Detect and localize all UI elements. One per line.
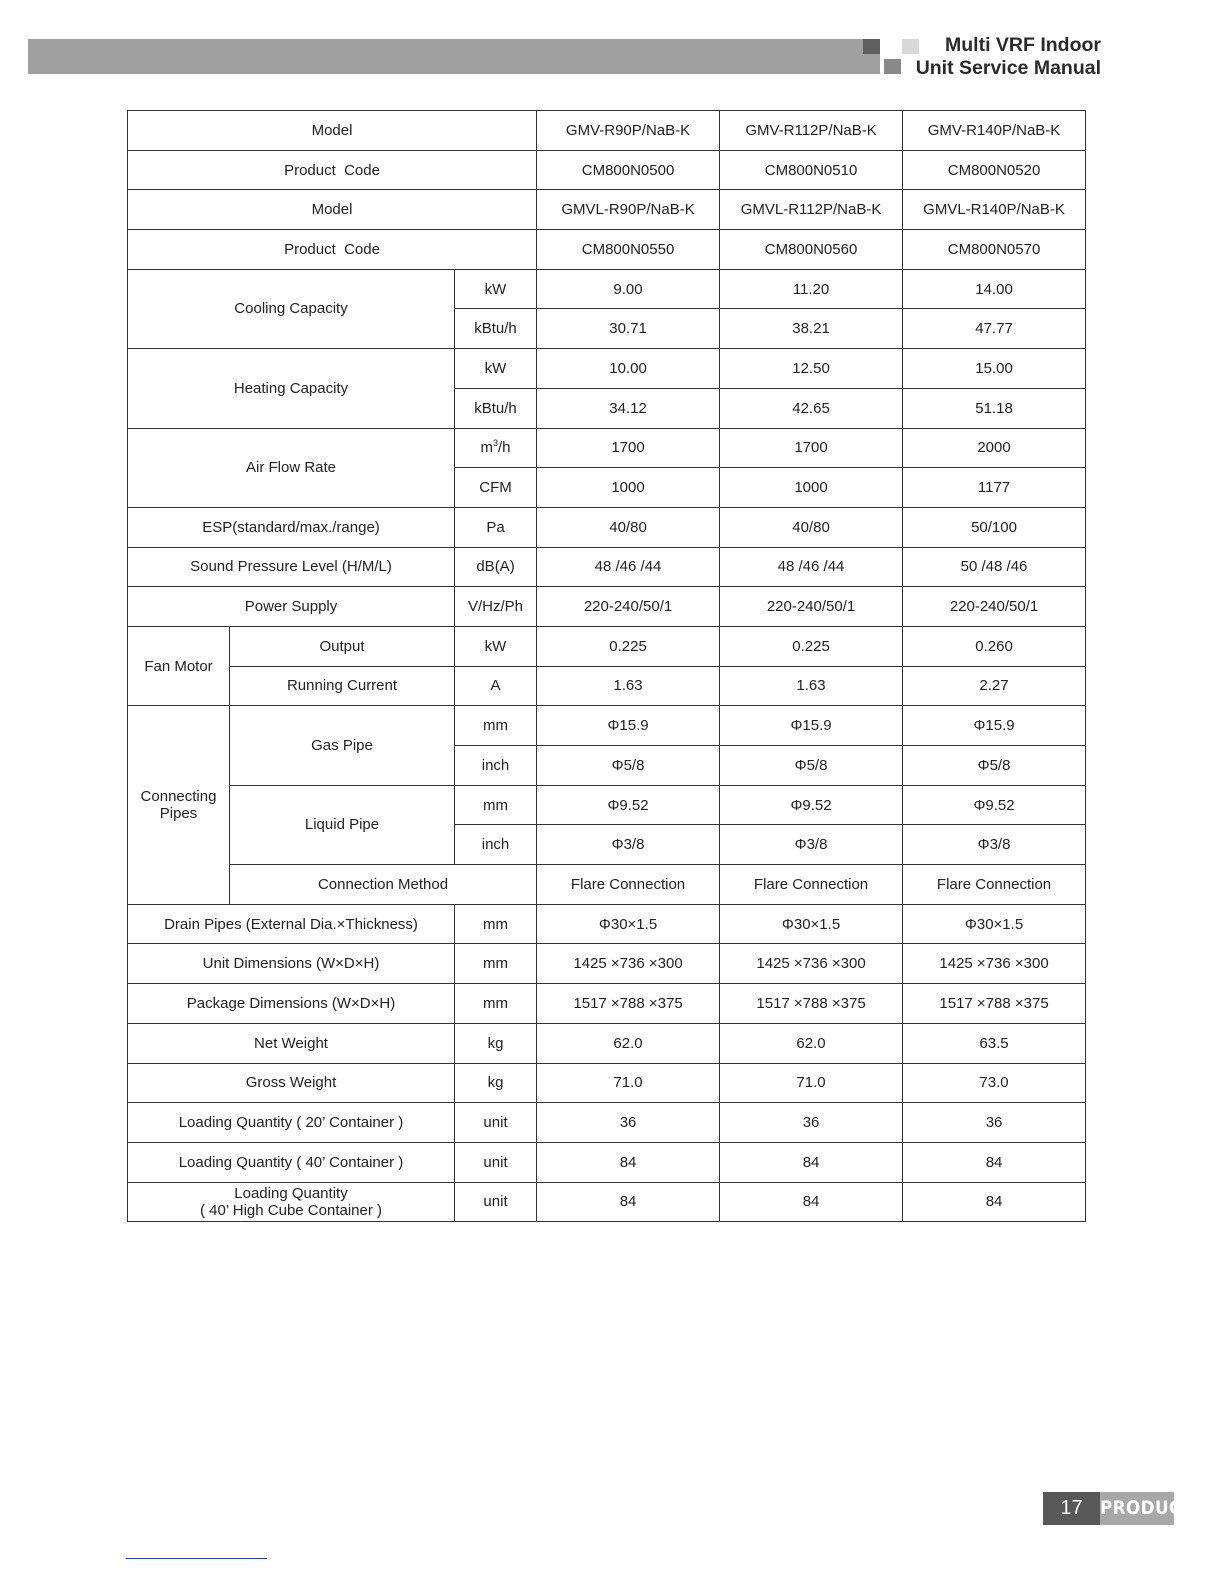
group-label xyxy=(128,706,230,904)
cell-value: 1.63 xyxy=(537,666,720,706)
cell-unit: unit xyxy=(455,1182,537,1222)
cell-value: 36 xyxy=(903,1103,1086,1143)
row-label: Model xyxy=(128,111,537,151)
table-row xyxy=(128,150,1086,190)
cell-value: Φ30×1.5 xyxy=(537,904,720,944)
cell-value: CM800N0550 xyxy=(537,230,720,270)
table-row xyxy=(128,865,1086,905)
cell-value: Φ30×1.5 xyxy=(720,904,903,944)
row-label: Sound Pressure Level (H/M/L) xyxy=(128,547,455,587)
row-label xyxy=(128,1182,455,1222)
cell-value: Φ3/8 xyxy=(537,825,720,865)
cell-unit: mm xyxy=(455,785,537,825)
unit-base: m xyxy=(480,439,493,457)
cell-value: CM800N0500 xyxy=(537,150,720,190)
section-label: PRODUCT xyxy=(1100,1492,1174,1525)
cell-unit: mm xyxy=(455,706,537,746)
group-label-line2: Pipes xyxy=(159,805,198,823)
cell-value: 1700 xyxy=(720,428,903,468)
cell-unit: mm xyxy=(455,984,537,1024)
cell-value: 0.225 xyxy=(537,626,720,666)
cell-value: 71.0 xyxy=(537,1063,720,1103)
cell-value: 62.0 xyxy=(537,1023,720,1063)
cell-value: 1000 xyxy=(720,468,903,508)
cell-value: Φ9.52 xyxy=(537,785,720,825)
group-label: Fan Motor xyxy=(128,626,230,705)
cell-value: 220-240/50/1 xyxy=(903,587,1086,627)
table-row xyxy=(128,1023,1086,1063)
cell-unit: kW xyxy=(455,626,537,666)
cell-value: 2.27 xyxy=(903,666,1086,706)
cell-value: GMVL-R90P/NaB-K xyxy=(537,190,720,230)
row-label: Product Code xyxy=(128,230,537,270)
cell-value: 42.65 xyxy=(720,388,903,428)
cell-value: 1517 ×788 ×375 xyxy=(720,984,903,1024)
cell-value: Φ9.52 xyxy=(903,785,1086,825)
table-row xyxy=(128,1103,1086,1143)
cell-value: 14.00 xyxy=(903,269,1086,309)
footer-divider xyxy=(126,1558,267,1559)
cell-value: 47.77 xyxy=(903,309,1086,349)
cell-value: 1425 ×736 ×300 xyxy=(720,944,903,984)
cell-value: Flare Connection xyxy=(903,865,1086,905)
cell-value: 12.50 xyxy=(720,349,903,389)
cell-value: 1700 xyxy=(537,428,720,468)
cell-unit: kW xyxy=(455,349,537,389)
cell-unit: mm xyxy=(455,904,537,944)
cell-value: GMV-R112P/NaB-K xyxy=(720,111,903,151)
table-row xyxy=(128,349,1086,389)
cell-value: 62.0 xyxy=(720,1023,903,1063)
cell-value: 84 xyxy=(903,1142,1086,1182)
cell-value: 220-240/50/1 xyxy=(537,587,720,627)
row-label: Connection Method xyxy=(230,865,537,905)
cell-value: 1425 ×736 ×300 xyxy=(903,944,1086,984)
row-label: Package Dimensions (W×D×H) xyxy=(128,984,455,1024)
row-label: ESP(standard/max./range) xyxy=(128,507,455,547)
cell-unit xyxy=(455,428,537,468)
cell-value: 1.63 xyxy=(720,666,903,706)
cell-unit: unit xyxy=(455,1142,537,1182)
cell-value: 40/80 xyxy=(537,507,720,547)
cell-value: 48 /46 /44 xyxy=(537,547,720,587)
cell-value: Φ9.52 xyxy=(720,785,903,825)
cell-value: 51.18 xyxy=(903,388,1086,428)
manual-title-line1: Multi VRF Indoor xyxy=(945,34,1101,56)
row-label-line2: ( 40’ High Cube Container ) xyxy=(199,1201,383,1219)
unit-tail: /h xyxy=(498,439,511,457)
cell-value: Φ15.9 xyxy=(720,706,903,746)
table-row xyxy=(128,587,1086,627)
cell-value: Φ5/8 xyxy=(903,746,1086,786)
header-square-dark xyxy=(863,39,880,54)
cell-value: GMVL-R140P/NaB-K xyxy=(903,190,1086,230)
cell-value: Φ3/8 xyxy=(720,825,903,865)
cell-value: 84 xyxy=(537,1182,720,1222)
cell-value: CM800N0560 xyxy=(720,230,903,270)
row-label-line1: Loading Quantity xyxy=(234,1184,348,1202)
cell-value: 220-240/50/1 xyxy=(720,587,903,627)
cell-value: 0.260 xyxy=(903,626,1086,666)
row-label: Product Code xyxy=(128,150,537,190)
cell-unit: inch xyxy=(455,746,537,786)
manual-title-line2: Unit Service Manual xyxy=(915,57,1101,79)
table-row xyxy=(128,111,1086,151)
cell-unit: kBtu/h xyxy=(455,388,537,428)
cell-value: Φ15.9 xyxy=(903,706,1086,746)
unit-superscript: 3 xyxy=(493,438,499,449)
cell-unit: kW xyxy=(455,269,537,309)
cell-value: 1517 ×788 ×375 xyxy=(903,984,1086,1024)
row-label: Loading Quantity ( 40’ Container ) xyxy=(128,1142,455,1182)
cell-value: 84 xyxy=(537,1142,720,1182)
table-row xyxy=(128,904,1086,944)
cell-value: 48 /46 /44 xyxy=(720,547,903,587)
cell-value: Φ3/8 xyxy=(903,825,1086,865)
cell-value: 73.0 xyxy=(903,1063,1086,1103)
table-row xyxy=(128,666,1086,706)
row-label: Output xyxy=(230,626,455,666)
cell-value: Φ5/8 xyxy=(537,746,720,786)
cell-unit: kg xyxy=(455,1023,537,1063)
row-label: Unit Dimensions (W×D×H) xyxy=(128,944,455,984)
table-row xyxy=(128,190,1086,230)
cell-unit: unit xyxy=(455,1103,537,1143)
cell-unit: A xyxy=(455,666,537,706)
cell-value: 36 xyxy=(720,1103,903,1143)
table-row xyxy=(128,269,1086,309)
cell-value: 30.71 xyxy=(537,309,720,349)
cell-value: CM800N0510 xyxy=(720,150,903,190)
row-label: Drain Pipes (External Dia.×Thickness) xyxy=(128,904,455,944)
cell-value: CM800N0570 xyxy=(903,230,1086,270)
cell-value: 15.00 xyxy=(903,349,1086,389)
cell-value: Flare Connection xyxy=(537,865,720,905)
row-label: Net Weight xyxy=(128,1023,455,1063)
row-label: Power Supply xyxy=(128,587,455,627)
table-row xyxy=(128,1182,1086,1222)
cell-unit: V/Hz/Ph xyxy=(455,587,537,627)
cell-value: 1425 ×736 ×300 xyxy=(537,944,720,984)
group-label-line1: Connecting xyxy=(140,788,217,806)
cell-value: GMV-R140P/NaB-K xyxy=(903,111,1086,151)
cell-value: 2000 xyxy=(903,428,1086,468)
cell-unit: kBtu/h xyxy=(455,309,537,349)
cell-value: 84 xyxy=(720,1182,903,1222)
cell-value: 0.225 xyxy=(720,626,903,666)
cell-value: 38.21 xyxy=(720,309,903,349)
cell-unit: inch xyxy=(455,825,537,865)
cell-unit: CFM xyxy=(455,468,537,508)
row-label: Cooling Capacity xyxy=(128,269,455,348)
table-row xyxy=(128,1063,1086,1103)
cell-unit: dB(A) xyxy=(455,547,537,587)
cell-unit: kg xyxy=(455,1063,537,1103)
header-bar xyxy=(28,39,880,74)
cell-value: 1000 xyxy=(537,468,720,508)
cell-value: CM800N0520 xyxy=(903,150,1086,190)
table-row xyxy=(128,507,1086,547)
spec-table xyxy=(127,110,1086,1222)
cell-value: 34.12 xyxy=(537,388,720,428)
table-row xyxy=(128,944,1086,984)
page-number: 17 xyxy=(1043,1492,1100,1525)
cell-value: 50/100 xyxy=(903,507,1086,547)
header-square-mid xyxy=(884,59,901,74)
row-label: Liquid Pipe xyxy=(230,785,455,864)
cell-value: 1517 ×788 ×375 xyxy=(537,984,720,1024)
manual-title xyxy=(916,34,1101,80)
cell-value: 71.0 xyxy=(720,1063,903,1103)
row-label: Gross Weight xyxy=(128,1063,455,1103)
row-label: Heating Capacity xyxy=(128,349,455,428)
table-row xyxy=(128,984,1086,1024)
cell-unit: Pa xyxy=(455,507,537,547)
cell-value: 84 xyxy=(720,1142,903,1182)
cell-value: 36 xyxy=(537,1103,720,1143)
row-label: Air Flow Rate xyxy=(128,428,455,507)
table-row xyxy=(128,706,1086,746)
cell-value: 63.5 xyxy=(903,1023,1086,1063)
cell-value: 50 /48 /46 xyxy=(903,547,1086,587)
row-label: Loading Quantity ( 20’ Container ) xyxy=(128,1103,455,1143)
table-row xyxy=(128,785,1086,825)
cell-value: 84 xyxy=(903,1182,1086,1222)
row-label: Gas Pipe xyxy=(230,706,455,785)
cell-value: Φ30×1.5 xyxy=(903,904,1086,944)
table-row xyxy=(128,547,1086,587)
cell-value: 40/80 xyxy=(720,507,903,547)
cell-value: 11.20 xyxy=(720,269,903,309)
cell-unit: mm xyxy=(455,944,537,984)
table-row xyxy=(128,230,1086,270)
cell-value: Flare Connection xyxy=(720,865,903,905)
cell-value: GMV-R90P/NaB-K xyxy=(537,111,720,151)
cell-value: Φ5/8 xyxy=(720,746,903,786)
cell-value: 10.00 xyxy=(537,349,720,389)
table-row xyxy=(128,626,1086,666)
cell-value: 1177 xyxy=(903,468,1086,508)
table-row xyxy=(128,1142,1086,1182)
table-row xyxy=(128,428,1086,468)
row-label: Model xyxy=(128,190,537,230)
row-label: Running Current xyxy=(230,666,455,706)
cell-value: Φ15.9 xyxy=(537,706,720,746)
cell-value: GMVL-R112P/NaB-K xyxy=(720,190,903,230)
cell-value: 9.00 xyxy=(537,269,720,309)
